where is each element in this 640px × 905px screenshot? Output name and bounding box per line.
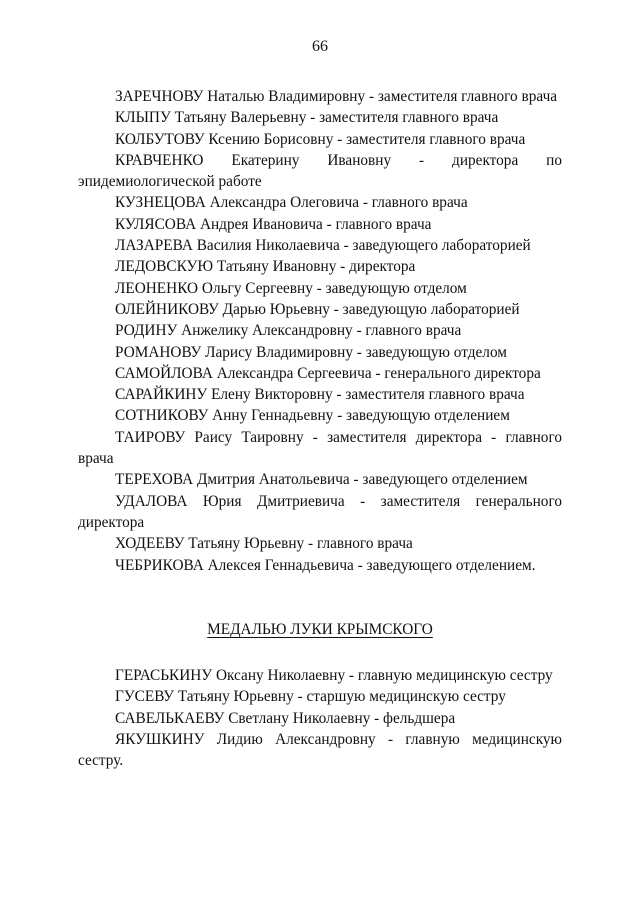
- list-item: ОЛЕЙНИКОВУ Дарью Юрьевну - заведующую лабораторией: [115, 300, 520, 318]
- list-item: ЛЕДОВСКУЮ Татьяну Ивановну - директора: [115, 258, 416, 276]
- list-item: КОЛБУТОВУ Ксению Борисовну - заместителя главного врача: [115, 130, 526, 148]
- list-item: ЗАРЕЧНОВУ Наталью Владимировну - заместителя главного врача: [115, 88, 558, 105]
- list-item: ЛЕОНЕНКО Ольгу Сергеевну - заведующую отделом: [115, 279, 467, 297]
- award-list: [78, 86, 562, 576]
- medal-list: [78, 665, 562, 771]
- list-item: РОДИНУ Анжелику Александровну - главного врача: [115, 322, 462, 340]
- list-item: ЯКУШКИНУ Лидию Александровну - главную медицинскую сестру.: [78, 730, 562, 770]
- list-item: ЧЕБРИКОВА Алексея Геннадьевича - заведующего отделением.: [115, 556, 536, 574]
- list-item: ЛАЗАРЕВА Василия Николаевича - заведующего лабораторией: [115, 237, 531, 255]
- list-item: ТАИРОВУ Раису Таировну - заместителя директора - главного врача: [78, 428, 562, 468]
- list-item: САМОЙЛОВА Александра Сергеевича - генерального директора: [115, 364, 541, 382]
- list-item: ТЕРЕХОВА Дмитрия Анатольевича - заведующего отделением: [115, 471, 528, 489]
- list-item: ГЕРАСЬКИНУ Оксану Николаевну - главную медицинскую сестру: [115, 667, 553, 684]
- page-number: 66: [312, 38, 328, 55]
- list-item: РОМАНОВУ Ларису Владимировну - заведующую отделом: [115, 343, 507, 361]
- list-item: КЛЫПУ Татьяну Валерьевну - заместителя главного врача: [115, 109, 499, 127]
- list-item: САВЕЛЬКАЕВУ Светлану Николаевну - фельдшера: [115, 709, 456, 727]
- list-item: КРАВЧЕНКО Екатерину Ивановну - директора по эпидемиологической работе: [78, 151, 562, 191]
- section-title: МЕДАЛЬЮ ЛУКИ КРЫМСКОГО: [207, 621, 433, 638]
- list-item: КУЛЯСОВА Андрея Ивановича - главного врача: [115, 215, 432, 233]
- list-item: УДАЛОВА Юрия Дмитриевича - заместителя генерального директора: [78, 492, 562, 531]
- list-item: СОТНИКОВУ Анну Геннадьевну - заведующую отделением: [115, 407, 510, 425]
- list-item: ГУСЕВУ Татьяну Юрьевну - старшую медицинскую сестру: [115, 688, 506, 706]
- list-item: ХОДЕЕВУ Татьяну Юрьевну - главного врача: [115, 535, 413, 553]
- list-item: КУЗНЕЦОВА Александра Олеговича - главного врача: [115, 194, 468, 212]
- list-item: САРАЙКИНУ Елену Викторовну - заместителя главного врача: [115, 386, 525, 404]
